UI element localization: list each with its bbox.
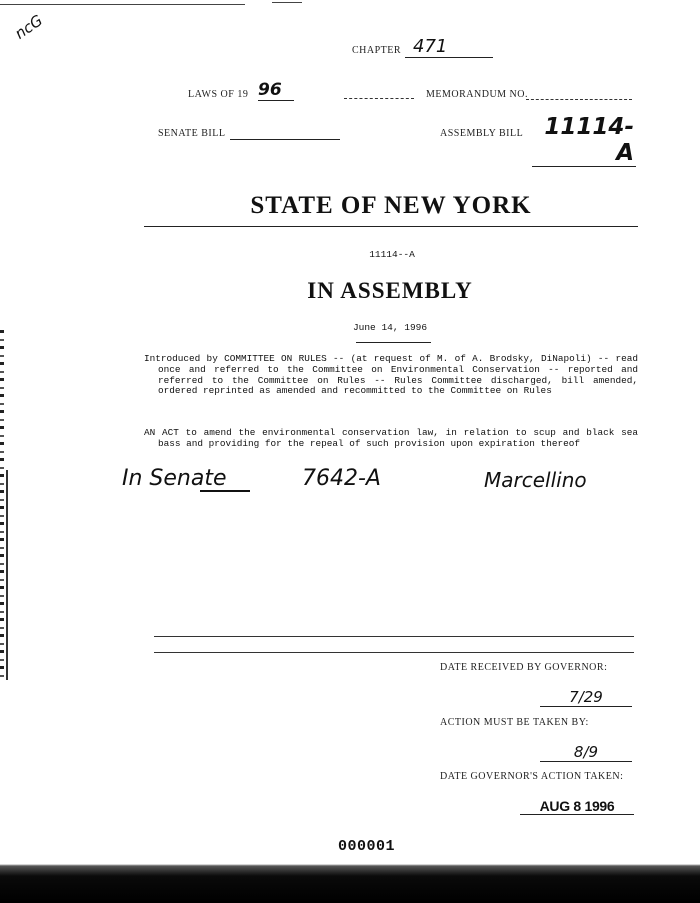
act-paragraph — [144, 428, 638, 450]
received-value: 7/29 — [540, 688, 632, 707]
memo-label: MEMORANDUM NO. — [426, 89, 529, 100]
act-text: AN ACT to amend the environmental conservation law, in relation to scup and black sea bass and providing for the repeal of such provision upon expiration thereof — [144, 427, 638, 449]
assembly-bill-label: ASSEMBLY BILL — [440, 128, 524, 139]
blank-rule-2 — [154, 652, 634, 653]
laws-label: LAWS OF 19 — [188, 89, 249, 100]
title-rule — [144, 226, 638, 227]
date-rule — [356, 342, 431, 343]
introduced-text: Introduced by COMMITTEE ON RULES -- (at request of M. of A. Brodsky, DiNapoli) -- read once and referred to the Committee on Environmental Conservation -- reported and referred to the Committee on Rules -- Rules Committee discharged, bill amended, ordered reprinted as amended and recommitted to the Committee on Rules — [144, 353, 638, 397]
corner-mark: ncG — [11, 11, 46, 43]
action-taken-value: AUG 8 1996 — [520, 798, 634, 815]
left-edge-line — [6, 470, 8, 680]
sponsor-handwritten: Marcellino — [484, 468, 587, 492]
assembly-bill-value: 11114-A — [532, 114, 636, 167]
action-by-label: ACTION MUST BE TAKEN BY: — [440, 717, 589, 728]
senate-bill-blank — [230, 139, 340, 140]
laws-value: 96 — [258, 80, 294, 101]
chapter-value: 471 — [405, 36, 493, 58]
page-title: STATE OF NEW YORK — [250, 192, 532, 219]
memo-blank — [526, 99, 632, 100]
in-senate-underline — [200, 490, 250, 492]
bill-date: June 14, 1996 — [352, 322, 428, 333]
bill-number: 11114--A — [369, 249, 415, 260]
senate-number-handwritten: 7642-A — [302, 466, 381, 491]
senate-bill-label: SENATE BILL — [158, 128, 226, 139]
scan-line-top — [0, 4, 245, 5]
page-number: 000001 — [338, 838, 396, 855]
bottom-scan-band — [0, 858, 700, 903]
chamber-heading: IN ASSEMBLY — [307, 278, 473, 303]
chapter-label: CHAPTER — [352, 45, 402, 56]
blank-rule-1 — [154, 636, 634, 637]
left-edge-scan-artifact — [0, 330, 4, 680]
scan-line-top-2 — [272, 2, 302, 3]
laws-blank — [344, 98, 414, 99]
in-senate-handwritten: In Senate — [122, 466, 227, 491]
action-by-value: 8/9 — [540, 743, 632, 762]
action-taken-label: DATE GOVERNOR'S ACTION TAKEN: — [440, 771, 624, 782]
received-label: DATE RECEIVED BY GOVERNOR: — [440, 662, 608, 673]
introduced-paragraph — [144, 354, 638, 397]
